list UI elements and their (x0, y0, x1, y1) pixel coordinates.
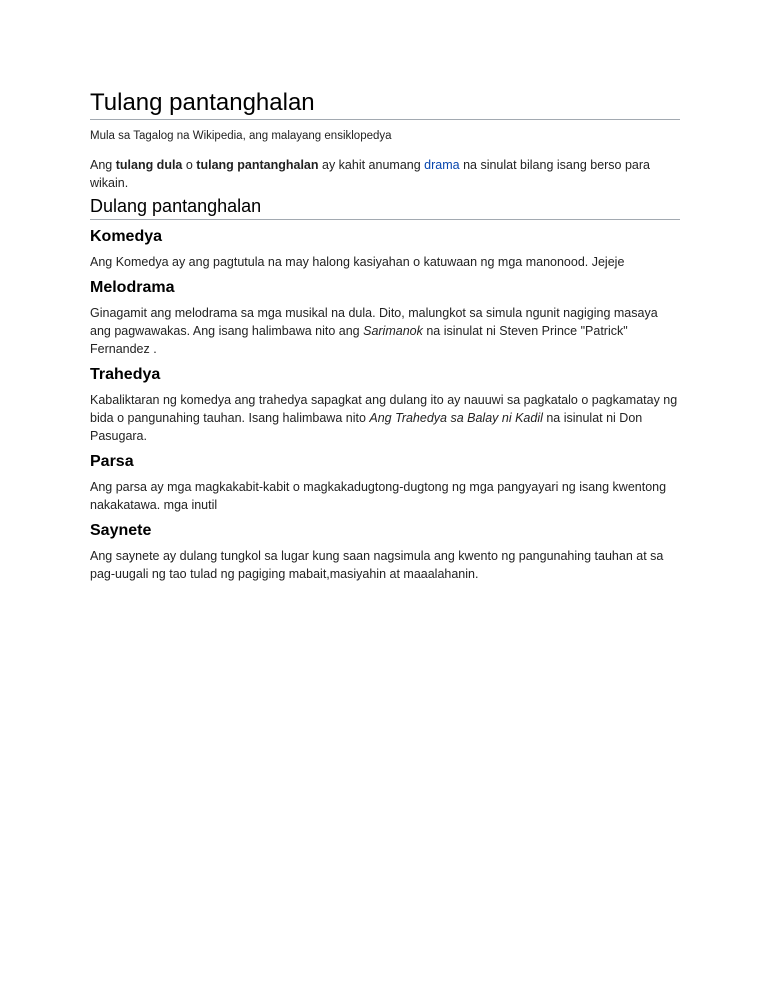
saynete-paragraph: Ang saynete ay dulang tungkol sa lugar kung saan nagsimula ang kwento ng pangunahing tauhan at sa pag-uugali ng tao tulad ng pagiging mabait,masiyahin at maaalahanin. (90, 549, 664, 581)
melodrama-text-2: na isinulat ni Steven Prince "Patrick" Fernandez . (90, 324, 628, 356)
intro-bold-term-2: tulang pantanghalan (196, 158, 319, 172)
intro-bold-term-1: tulang dula (115, 158, 183, 172)
subsection-heading-trahedya: Trahedya (90, 366, 161, 383)
melodrama-text-1: Ginagamit ang melodrama sa mga musikal na dula. Dito, malungkot sa simula ngunit nagiging masaya ang pagwawakas. Ang isang halimbawa nito ang (90, 306, 658, 338)
trahedya-text-1: Kabaliktaran ng komedya ang trahedya sapagkat ang dulang ito ay nauuwi sa pagkatalo o pagkamatay ng bida o pangunahing tauhan. Isang halimbawa nito (90, 393, 678, 425)
trahedya-title-italic: Ang Trahedya sa Balay ni Kadil (369, 411, 543, 425)
subsection-heading-komedya: Komedya (90, 228, 163, 245)
drama-link[interactable]: drama (424, 158, 460, 172)
site-tagline: Mula sa Tagalog na Wikipedia, ang malayang ensiklopedya (90, 130, 392, 142)
intro-paragraph (90, 156, 680, 192)
trahedya-text-2: na isinulat ni Don Pasugara. (90, 411, 643, 443)
intro-text-3: ay kahit anumang (318, 158, 425, 172)
article-page (90, 88, 680, 583)
intro-text-4: na sinulat bilang isang berso para wikain. (90, 158, 650, 190)
section-heading-dulang-pantanghalan: Dulang pantanghalan (90, 195, 680, 220)
page-title: Tulang pantanghalan (90, 88, 680, 120)
komedya-paragraph: Ang Komedya ay ang pagtutula na may halong kasiyahan o katuwaan ng mga manonood. Jejeje (90, 255, 625, 269)
parsa-paragraph: Ang parsa ay mga magkakabit-kabit o magkakadugtong-dugtong ng mga pangyayari ng isang kwentong nakakatawa. mga inutil (90, 480, 667, 512)
intro-text-2: o (182, 158, 197, 172)
subsection-heading-parsa: Parsa (90, 453, 134, 470)
trahedya-paragraph (90, 391, 680, 445)
melodrama-title-italic: Sarimanok (363, 324, 423, 338)
subsection-heading-saynete: Saynete (90, 522, 152, 539)
melodrama-paragraph (90, 304, 680, 358)
subsection-heading-melodrama: Melodrama (90, 279, 175, 296)
intro-text-1: Ang (90, 158, 116, 172)
